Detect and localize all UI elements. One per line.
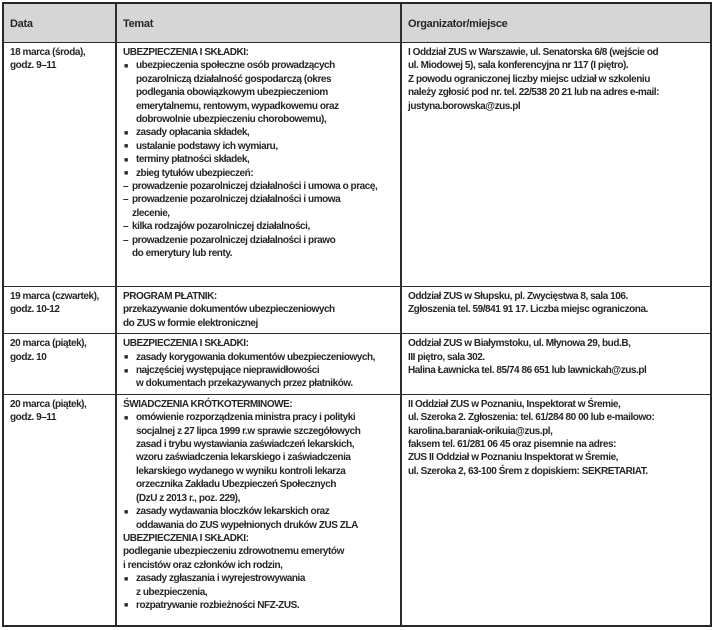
square-bullet-icon: ■	[124, 414, 129, 422]
topic-item-text: zasady opłacania składek,	[136, 127, 250, 139]
topic-item-bullet	[123, 140, 394, 153]
dash-marker: –	[123, 234, 129, 246]
topic-item-bullet	[123, 153, 394, 166]
row-organizer: I Oddział ZUS w Warszawie, ul. Senatorska 6/8 (wejście od ul. Miodowej 5), sala konferencyjna nr 117 (I piętro). Z powodu ograniczonej liczby miejsc udział w szkoleniu należy zgłosić pod nr. tel. 22/538 20 21 lub na adres e-mail: justyna.borowska@zus.pl	[400, 42, 710, 286]
topic-item-text: UBEZPIECZENIA I SKŁADKI:	[123, 338, 249, 350]
topic-item-text: omówienie rozporządzenia ministra pracy i polityki socjalnej z 27 lipca 1999 r.w sprawie szczegółowych zasad i trybu wystawiania zaświadczeń lekarskich, wzoru zaświadczenia lekarskiego i zaświadczenia lekarskiego wydanego w wyniku kontroli lekarza orzecznika Zakładu Ubezpieczeń Społecznych (DzU z 2013 r., poz. 229),	[136, 412, 361, 504]
row-date: 18 marca (środa), godz. 9–11	[4, 42, 115, 286]
row-organizer: Oddział ZUS w Białymstoku, ul. Młynowa 29, bud.B, III piętro, sala 302. Halina Ławnicka tel. 85/74 86 651 lub lawnickah@zus.pl	[400, 333, 710, 394]
topic-item-text: przekazywanie dokumentów ubezpieczeniowych do ZUS w formie elektronicznej	[123, 304, 335, 329]
topic-item-bullet	[123, 351, 394, 364]
topic-item-heading	[123, 398, 394, 411]
column-header-data: Data	[4, 4, 115, 42]
square-bullet-icon: ■	[124, 129, 129, 137]
topic-item-plain	[123, 545, 394, 572]
topic-item-bullet	[123, 505, 394, 532]
row-date: 20 marca (piątek), godz. 9–11	[4, 394, 115, 625]
topic-item-text: prowadzenie pozarolniczej działalności i umowa o pracę,	[132, 181, 378, 193]
row-date: 20 marca (piątek), godz. 10	[4, 333, 115, 394]
topic-item-heading	[123, 532, 394, 545]
dash-marker: –	[123, 181, 129, 193]
topic-item-bullet	[123, 572, 394, 599]
topic-item-text: rozpatrywanie rozbieżności NFZ-ZUS.	[136, 599, 300, 611]
topic-item-bullet	[123, 126, 394, 139]
dash-marker: –	[123, 221, 129, 233]
square-bullet-icon: ■	[124, 575, 129, 583]
topic-item-heading	[123, 290, 394, 303]
square-bullet-icon: ■	[124, 367, 129, 375]
row-organizer: Oddział ZUS w Słupsku, pl. Zwycięstwa 8, sala 106. Zgłoszenia tel. 59/841 91 17. Liczba miejsc ograniczona.	[400, 286, 710, 333]
row-topic	[115, 42, 400, 286]
topic-item-bullet	[123, 167, 394, 180]
topic-item-heading	[123, 337, 394, 350]
column-header-temat: Temat	[115, 4, 400, 42]
square-bullet-icon: ■	[124, 354, 129, 362]
row-topic	[115, 394, 400, 625]
square-bullet-icon: ■	[124, 170, 129, 178]
topic-item-dash	[123, 234, 394, 261]
row-topic	[115, 333, 400, 394]
topic-item-text: zasady zgłaszania i wyrejestrowywania z ubezpieczenia,	[136, 573, 305, 598]
topic-item-text: najczęściej występujące nieprawidłowości w dokumentach przekazywanych przez płatników.	[136, 365, 353, 390]
square-bullet-icon: ■	[124, 62, 129, 70]
topic-item-dash	[123, 180, 394, 193]
topic-item-text: prowadzenie pozarolniczej działalności i umowa zlecenie,	[132, 194, 341, 219]
row-organizer: II Oddział ZUS w Poznaniu, Inspektorat w Śremie, ul. Szeroka 2. Zgłoszenia: tel. 61/284 80 00 lub e-mailowo: karolina.baraniak-orikuia@zus.pl, faksem tel. 61/281 06 45 oraz pisemnie na adres: ZUS II Oddział w Poznaniu Inspektorat w Śremie, ul. Szeroka 2, 63-100 Śrem z dopiskiem: SEKRETARIAT.	[400, 394, 710, 625]
square-bullet-icon: ■	[124, 143, 129, 151]
topic-item-text: kilka rodzajów pozarolniczej działalności,	[132, 221, 310, 233]
square-bullet-icon: ■	[124, 602, 129, 610]
topic-item-bullet	[123, 411, 394, 505]
training-schedule-table	[2, 2, 712, 627]
topic-item-text: ŚWIADCZENIA KRÓTKOTERMINOWE:	[123, 398, 293, 410]
topic-item-text: UBEZPIECZENIA I SKŁADKI:	[123, 47, 249, 58]
topic-item-plain	[123, 303, 394, 330]
dash-marker: –	[123, 194, 129, 206]
table-grid	[4, 4, 710, 625]
row-date: 19 marca (czwartek), godz. 10-12	[4, 286, 115, 333]
column-header-organizator: Organizator/miejsce	[400, 4, 710, 42]
topic-item-dash	[123, 220, 394, 233]
topic-item-dash	[123, 193, 394, 220]
topic-item-text: terminy płatności składek,	[136, 154, 250, 166]
square-bullet-icon: ■	[124, 508, 129, 516]
topic-item-text: prowadzenie pozarolniczej działalności i prawo do emerytury lub renty.	[132, 234, 336, 260]
topic-item-text: ubezpieczenia społeczne osób prowadzących pozarolniczą działalność gospodarczą (okres podlegania obowiązkowym ubezpieczeniom emerytalnemu, rentowym, wypadkowemu oraz dobrowolnie ubezpieczeniu chorobowemu),	[136, 60, 339, 126]
topic-item-heading	[123, 46, 394, 59]
topic-item-bullet	[123, 59, 394, 126]
topic-item-text: PROGRAM PŁATNIK:	[123, 291, 217, 302]
topic-item-bullet	[123, 364, 394, 391]
topic-item-text: ustalanie podstawy ich wymiaru,	[136, 140, 278, 152]
topic-item-text: zbieg tytułów ubezpieczeń:	[136, 167, 254, 179]
square-bullet-icon: ■	[124, 156, 129, 164]
topic-item-text: podleganie ubezpieczeniu zdrowotnemu emerytów i rencistów oraz członków ich rodzin,	[123, 546, 344, 571]
topic-item-bullet	[123, 599, 394, 612]
topic-item-text: zasady korygowania dokumentów ubezpieczeniowych,	[136, 351, 376, 363]
row-topic	[115, 286, 400, 333]
topic-item-text: UBEZPIECZENIA I SKŁADKI:	[123, 532, 249, 544]
topic-item-text: zasady wydawania bloczków lekarskich oraz oddawania do ZUS wypełnionych druków ZUS ZLA	[136, 506, 358, 531]
